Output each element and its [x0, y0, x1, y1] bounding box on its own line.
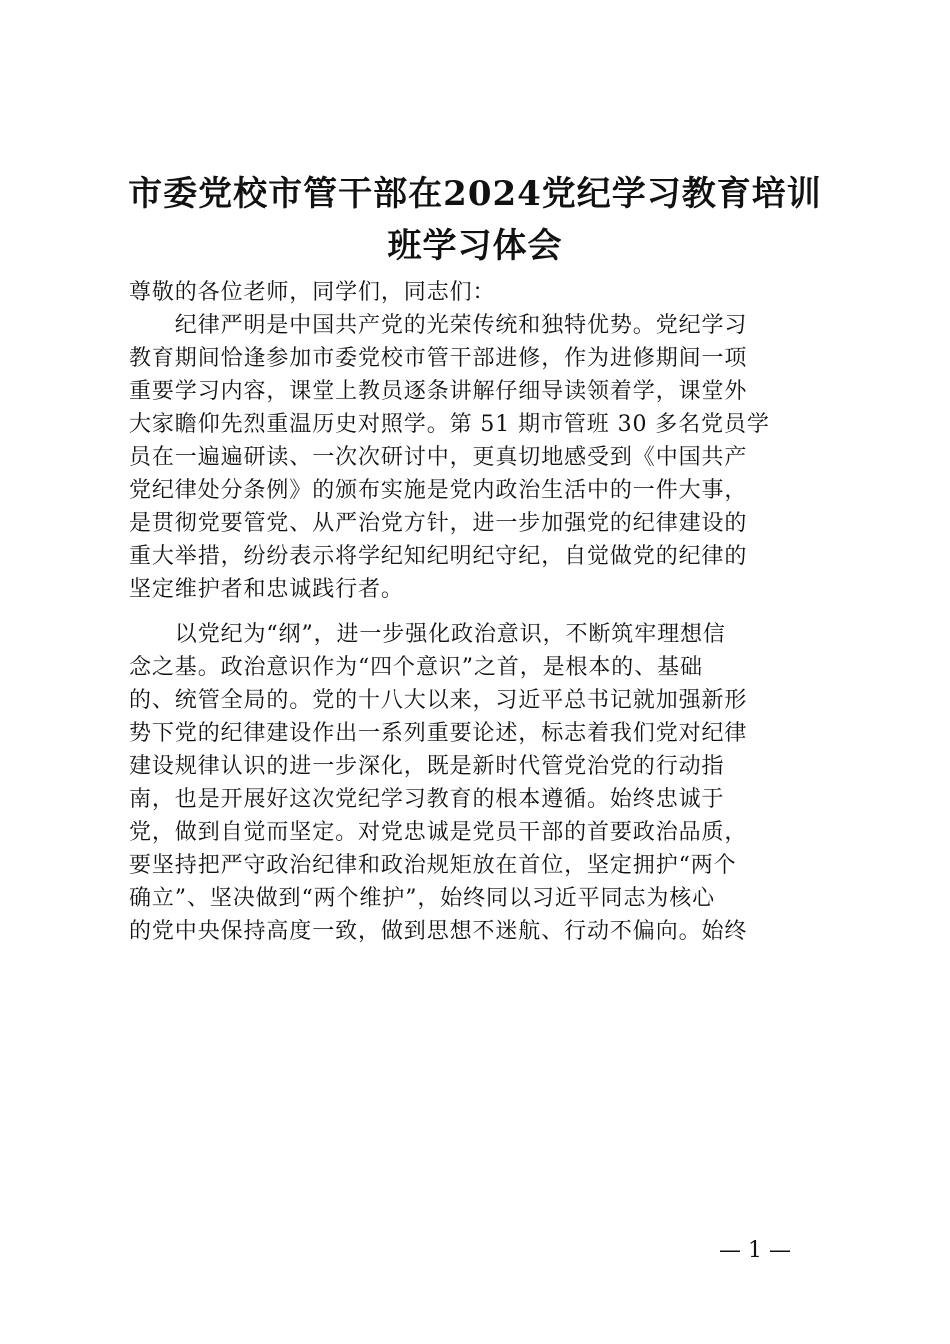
title-line-1: 市委党校市管干部在2024党纪学习教育培训 [128, 174, 822, 214]
paragraph-line: 势下党的纪律建设作出一系列重要论述，标志着我们党对纪律 [129, 721, 748, 746]
paragraph-line: 要坚持把严守政治纪律和政治规矩放在首位，坚定拥护“两个 [129, 853, 737, 878]
paragraph-line: 坚定维护者和忠诚践行者。 [129, 577, 404, 602]
paragraph-line: 的、统管全局的。党的十八大以来，习近平总书记就加强新形 [129, 688, 748, 713]
paragraph-2 [129, 618, 833, 948]
paragraph-line: 员在一遍遍研读、一次次研讨中，更真切地感受到《中国共产 [129, 445, 748, 470]
paragraph-line: 是贯彻党要管党、从严治党方针，进一步加强党的纪律建设的 [129, 511, 748, 536]
paragraph-line: 重大举措，纷纷表示将学纪知纪明纪守纪，自觉做党的纪律的 [129, 544, 748, 569]
paragraph-line: 的党中央保持高度一致，做到思想不迷航、行动不偏向。始终 [129, 919, 748, 944]
paragraph-line: 党，做到自觉而坚定。对党忠诚是党员干部的首要政治品质， [129, 820, 748, 845]
paragraph-1 [129, 309, 833, 606]
paragraph-line: 教育期间恰逢参加市委党校市管干部进修，作为进修期间一项 [129, 346, 748, 371]
document-body [129, 276, 833, 948]
paragraph-line: 确立”、坚决做到“两个维护”，始终同以习近平同志为核心 [129, 886, 716, 911]
paragraph-line: 以党纪为“纲”，进一步强化政治意识，不断筑牢理想信 [129, 622, 726, 647]
paragraph-line: 念之基。政治意识作为“四个意识”之首，是根本的、基础 [129, 655, 703, 680]
paragraph-line: 建设规律认识的进一步深化，既是新时代管党治党的行动指 [129, 754, 725, 779]
page-number: — 1 — [719, 1238, 791, 1263]
paragraph-spacer [129, 606, 833, 618]
paragraph-line: 南，也是开展好这次党纪学习教育的根本遵循。始终忠诚于 [129, 787, 725, 812]
document-title [110, 168, 840, 272]
paragraph-line: 大家瞻仰先烈重温历史对照学。第 51 期市管班 30 多名党员学 [129, 412, 770, 437]
title-line-2: 班学习体会 [387, 226, 563, 266]
salutation: 尊敬的各位老师，同学们，同志们： [129, 280, 496, 305]
paragraph-line: 重要学习内容，课堂上教员逐条讲解仔细导读领着学，课堂外 [129, 379, 748, 404]
paragraph-line: 党纪律处分条例》的颁布实施是党内政治生活中的一件大事， [129, 478, 748, 503]
paragraph-line: 纪律严明是中国共产党的光荣传统和独特优势。党纪学习 [129, 313, 748, 338]
